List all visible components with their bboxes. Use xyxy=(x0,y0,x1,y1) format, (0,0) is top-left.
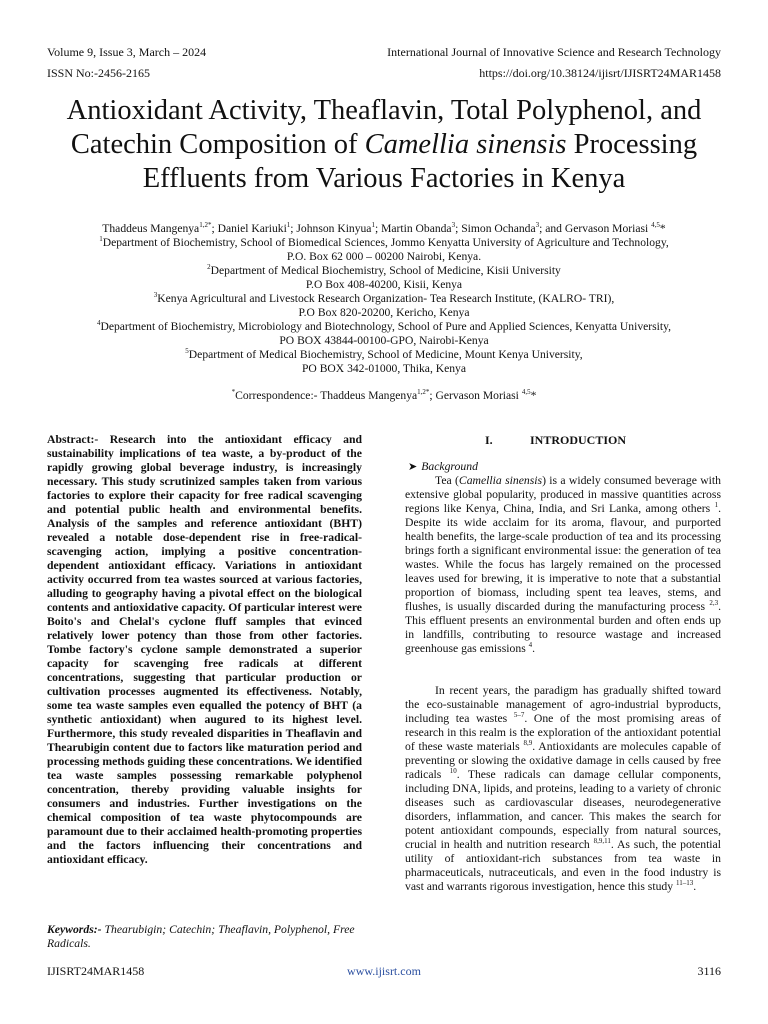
section-title: INTRODUCTION xyxy=(530,433,627,447)
article-code: IJISRT24MAR1458 xyxy=(47,964,145,978)
journal-name: International Journal of Innovative Science and Research Technology xyxy=(387,45,721,59)
citation: 5–7 xyxy=(513,711,525,720)
correspondence xyxy=(40,389,728,403)
author-name: ; Daniel Kariuki xyxy=(211,222,287,235)
paragraph-text: . xyxy=(532,642,536,655)
author-name: ; Martin Obanda xyxy=(374,222,452,235)
author-name: Thaddeus Mangenya xyxy=(102,222,200,235)
intro-paragraph-2 xyxy=(405,684,721,894)
affiliation-5-address: PO BOX 342-01000, Thika, Kenya xyxy=(301,362,467,375)
keywords xyxy=(47,923,362,951)
author-name: ; and Gervason Moriasi xyxy=(539,222,652,235)
citation: 4 xyxy=(528,641,533,650)
affiliation-4-address: PO BOX 43844-00100-GPO, Nairobi-Kenya xyxy=(279,334,489,347)
affiliation-text: Department of Biochemistry, Microbiology and Biotechnology, School of Pure and Applied Sciences, Kenyatta University, xyxy=(100,320,672,333)
page-number: 3116 xyxy=(697,964,721,978)
affiliation-sup: 5 xyxy=(185,347,189,356)
author-star: * xyxy=(659,222,666,235)
author-block xyxy=(40,222,728,376)
affiliation-sup: 4 xyxy=(96,319,101,328)
author-name: ; Simon Ochanda xyxy=(455,222,536,235)
author-sup: 3 xyxy=(535,221,540,230)
issn: ISSN No:-2456-2165 xyxy=(47,66,151,80)
paragraph-text: . xyxy=(693,880,697,893)
paragraph-text: . As such, the potential utility of antioxidant-rich substances from tea waste in pharmaceuticals, nutraceuticals, and even in the food industry is vast and warrants rigorous investigation, hence this study xyxy=(405,838,721,893)
citation: 1 xyxy=(714,501,719,510)
subsection-title: Background xyxy=(421,460,478,473)
affiliation-4 xyxy=(40,320,728,334)
paragraph-text: ) is a widely consumed beverage with extensive global popularity, produced in massive quantities across regions like Kenya, China, India, and Sri Lanka, among others xyxy=(405,474,721,515)
author-sup: 1,2* xyxy=(199,221,212,230)
affiliation-5 xyxy=(40,348,728,362)
affiliation-3-address: P.O Box 820-20200, Kericho, Kenya xyxy=(298,306,470,319)
author-name: ; Johnson Kinyua xyxy=(290,222,372,235)
doi-link[interactable]: https://doi.org/10.38124/ijisrt/IJISRT24MAR1458 xyxy=(479,66,721,80)
title-line-2a: Catechin Composition of xyxy=(70,129,365,160)
arrow-bullet-icon: ➤ xyxy=(408,461,418,473)
corr-text: ; Gervason Moriasi xyxy=(429,389,522,402)
section-number: I. xyxy=(485,433,493,447)
author-sup: 3 xyxy=(451,221,456,230)
intro-paragraph-1 xyxy=(405,474,721,656)
citation: 11–13 xyxy=(676,879,694,888)
paragraph-text: . One of the most promising areas of research in this realm is the exploration of the antioxidant potential of these waste materials xyxy=(405,712,722,753)
author-sup: 4,5 xyxy=(651,221,660,230)
abstract: Abstract:- Research into the antioxidant efficacy and sustainability implications of tea waste, a by-product of the rapidly growing global beverage industry, is increasingly necessary. This study scrutinized samples taken from various factories to explore their capacity for free radical scavenging and potential public health and environmental benefits. Analysis of the samples and reference antioxidant (BHT) revealed a notable dose-dependent rise in free-radical-scavenging action, implying a positive concentration-dependent antioxidant efficacy. Variations in antioxidant activity occurred from tea wastes sourced at various factories, alluding to geography having a pivotal effect on the biological contents and antioxidative capacity. Of particular interest were Boito's and Chelal's cyclone fluff samples that evinced relatively lower potency than those from other factories. Tombe factory's cyclone sample demonstrated a superior capacity for scavenging free radicals at different concentrations, suggesting that particular production or cultivation processes augmented its effectiveness. Notably, some tea waste samples even equalled the potency of BHT (a synthetic antioxidant) when augured to its highest level. Furthermore, this study revealed disparities in Theaflavin and Thearubigin content due to factors like maturation period and processing methods guiding these concentrations. We identified tea waste samples possessing remarkable polyphenol concentration, thereby providing valuable insights for consumers and industries. Further investigations on the chemical composition of tea waste phytocompounds are paramount due to their acclaimed health-promoting properties and the factors influencing their concentrations and antioxidant efficacy. xyxy=(47,433,362,866)
corr-text: * xyxy=(530,389,537,402)
title-line-1: Antioxidant Activity, Theaflavin, Total Polyphenol, and xyxy=(66,95,702,126)
citation: 8,9 xyxy=(523,739,533,748)
paper-title xyxy=(40,94,728,196)
corr-text: Correspondence:- Thaddeus Mangenya xyxy=(235,389,418,402)
affiliation-2 xyxy=(40,264,728,278)
corr-sup: 1,2* xyxy=(417,388,430,397)
affiliation-text: Department of Biochemistry, School of Biomedical Sciences, Jommo Kenyatta University of Agriculture and Technology, xyxy=(102,236,669,249)
corr-star: * xyxy=(231,388,236,397)
author-sup: 1 xyxy=(286,221,291,230)
affiliation-3 xyxy=(40,292,728,306)
citation: 2,3 xyxy=(709,599,719,608)
keywords-label: Keywords:- xyxy=(47,923,102,936)
citation: 10 xyxy=(449,767,457,776)
affiliation-sup: 3 xyxy=(153,291,158,300)
corr-sup: 4,5 xyxy=(521,388,531,397)
paragraph-text: Tea ( xyxy=(435,474,459,487)
affiliation-1 xyxy=(40,236,728,250)
keywords-text: Thearubigin; Catechin; Theaflavin, Polyphenol, Free Radicals. xyxy=(47,923,355,950)
journal-website-link[interactable]: www.ijisrt.com xyxy=(347,964,421,978)
volume-info: Volume 9, Issue 3, March – 2024 xyxy=(47,45,207,59)
paragraph-text: . This effluent presents an environmental burden and often ends up in landfills, contributing to resource wastage and increased greenhouse gas emissions xyxy=(405,600,721,655)
species-name: Camellia sinensis xyxy=(458,474,543,487)
paragraph-text: . These radicals can damage cellular components, including DNA, lipids, and proteins, leading to a variety of chronic diseases such as cardiovascular diseases, neurodegenerative disorders, inflammation, and cancer. This makes the search for potent antioxidant compounds, especially from natural sources, crucial in health and nutrition research xyxy=(405,768,721,851)
title-line-3: Effluents from Various Factories in Kenya xyxy=(142,163,626,194)
title-line-2b: Processing xyxy=(566,129,698,160)
citation: 8,9,11 xyxy=(593,837,611,846)
subsection-background xyxy=(408,460,478,474)
affiliation-1-address: P.O. Box 62 000 – 00200 Nairobi, Kenya. xyxy=(286,250,482,263)
paragraph-text: . Antioxidants are molecules capable of preventing or slowing the oxidative damage in cells caused by free radicals xyxy=(405,740,721,781)
affiliation-sup: 1 xyxy=(99,235,103,244)
affiliation-2-address: P.O Box 408-40200, Kisii, Kenya xyxy=(305,278,463,291)
author-list xyxy=(40,222,728,236)
affiliation-sup: 2 xyxy=(207,263,211,272)
title-species: Camellia sinensis xyxy=(364,129,567,160)
author-sup: 1 xyxy=(371,221,375,230)
paragraph-text: In recent years, the paradigm has gradually shifted toward the eco-sustainable management of agro-industrial byproducts, including tea wastes xyxy=(405,684,721,725)
affiliation-text: Kenya Agricultural and Livestock Research Organization- Tea Research Institute, (KALRO- TRI), xyxy=(157,292,615,305)
affiliation-text: Department of Medical Biochemistry, School of Medicine, Mount Kenya University, xyxy=(188,348,583,361)
affiliation-text: Department of Medical Biochemistry, School of Medicine, Kisii University xyxy=(210,264,561,277)
paragraph-text: . Despite its wide acclaim for its aroma, flavour, and purported health benefits, the large-scale production of tea and its processing brings forth a significant environmental issue: the generation of tea wastes. While the focus has largely remained on the processed leaves used for brewing, it is imperative to note that a substantial proportion of biomass, including spent tea leaves, stems, and flushes, is usually discarded during the manufacturing process xyxy=(405,502,721,613)
